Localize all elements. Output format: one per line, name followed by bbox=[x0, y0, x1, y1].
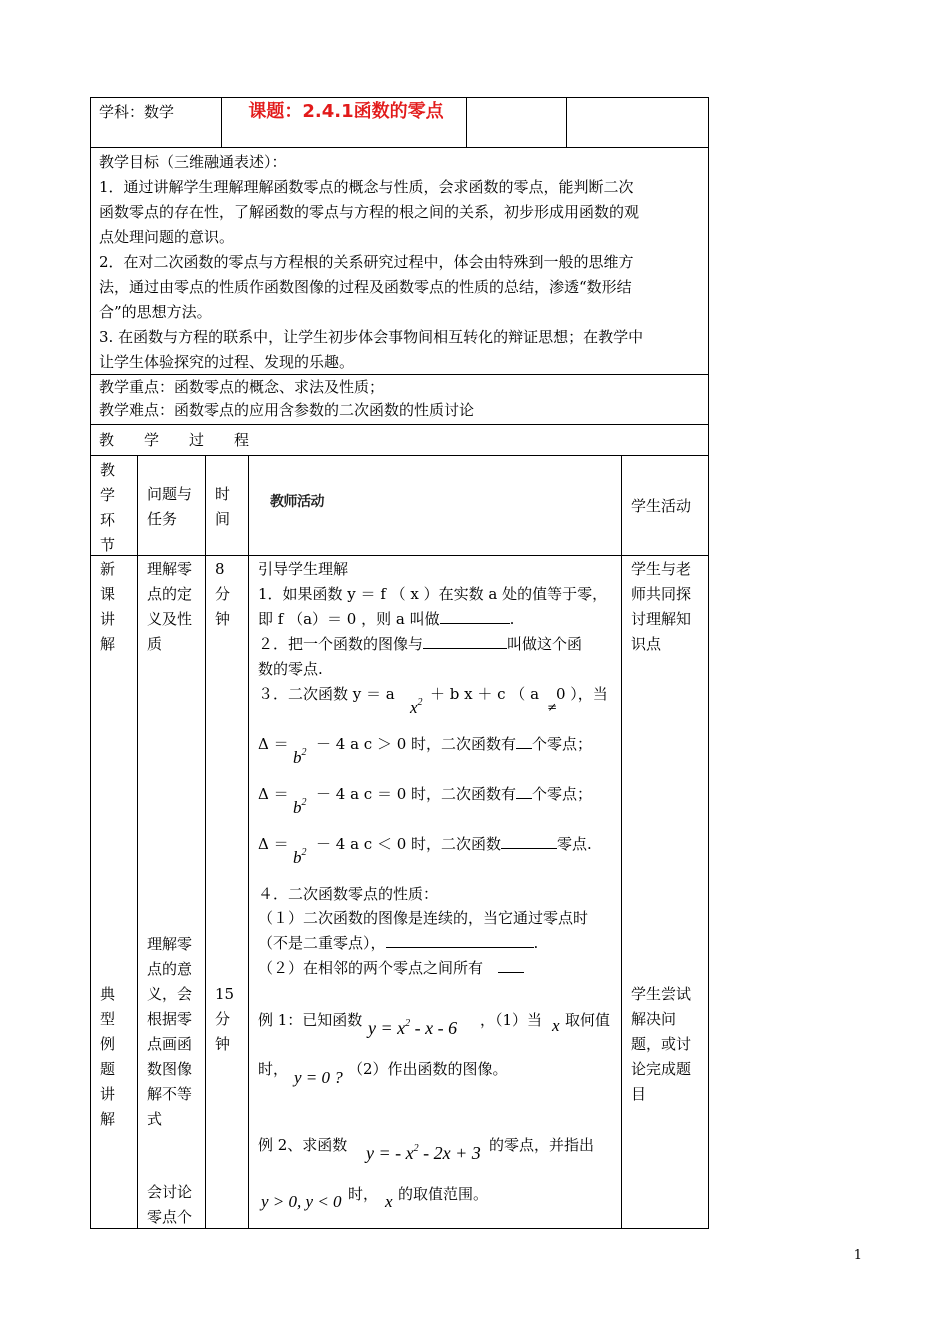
property-2-line: （２）在相邻的两个零点之间所有 bbox=[258, 956, 524, 981]
col-header-time: 时 间 bbox=[215, 485, 231, 528]
process-heading: 教 学 过 程 bbox=[99, 431, 250, 449]
row2-task: 理解零 点的意 义，会 根据零 点画函 数图像 解不等 式 bbox=[147, 935, 193, 1128]
row1-student: 学生与老 师共同探 讨理解知 识点 bbox=[631, 560, 692, 653]
question-3-mid: ＋ b x ＋ c （ a bbox=[430, 685, 540, 703]
question-2-line-a: ２．把一个函数的图像与 叫做这个函 bbox=[258, 632, 582, 657]
variable-x: x bbox=[552, 1016, 560, 1035]
row2-time: 15 分 钟 bbox=[215, 985, 235, 1053]
teacher-intro: 引导学生理解 bbox=[258, 560, 349, 578]
row2-stage: 典 型 例 题 讲 解 bbox=[100, 985, 116, 1128]
objectives-line: 函数零点的存在性，了解函数的零点与方程的根之间的关系，初步形成用函数的观 bbox=[99, 203, 640, 221]
lesson-title: 课题：2.4.1函数的零点 bbox=[248, 101, 444, 122]
answer-blank[interactable] bbox=[501, 832, 557, 849]
question-1-line-b: 即 f （a）＝ 0 ，则 a 叫做 . bbox=[258, 607, 514, 632]
property-heading: ４．二次函数零点的性质： bbox=[258, 885, 439, 903]
discriminant-negative-rest: － 4 a c ＜ 0 时，二次函数 零点. bbox=[316, 832, 592, 857]
discriminant-zero: Δ ＝ bbox=[258, 785, 289, 803]
discriminant-positive-rest: － 4 a c ＞ 0 时，二次函数有 个零点； bbox=[316, 732, 592, 757]
example-2-mid: 时， bbox=[348, 1185, 379, 1203]
question-3-post: 0 ），当 bbox=[556, 685, 608, 703]
objectives-line: 3. 在函数与方程的联系中，让学生初步体会事物间相互转化的辩证思想；在教学中 bbox=[99, 328, 644, 346]
objectives-line: 让学生体验探究的过程、发现的乐趣。 bbox=[99, 353, 355, 371]
page-number: 1 bbox=[853, 1248, 862, 1263]
example-2-condition: y > 0, y < 0 bbox=[261, 1192, 342, 1211]
objectives-section bbox=[99, 150, 704, 375]
b-squared: $b^2$ bbox=[293, 797, 307, 817]
teaching-focus: 教学重点：函数零点的概念、求法及性质； bbox=[99, 378, 385, 396]
answer-blank[interactable] bbox=[423, 632, 507, 649]
b-squared: $b^2$ bbox=[293, 747, 307, 767]
answer-blank[interactable] bbox=[386, 931, 534, 948]
row1-time: 8 分 钟 bbox=[215, 560, 231, 628]
row2-task-continued: 会讨论 零点个 bbox=[147, 1183, 193, 1226]
example-1-mid: ，（1）当 bbox=[480, 1011, 543, 1029]
col-header-student: 学生活动 bbox=[631, 497, 692, 515]
objectives-line: 法，通过由零点的性质作函数图像的过程及函数零点的性质的总结，渗透“数形结 bbox=[99, 278, 632, 296]
answer-blank[interactable] bbox=[440, 607, 510, 624]
example-1-line-a: 例 1：已知函数 bbox=[258, 1011, 363, 1029]
row2-student: 学生尝试 解决问 题，或讨 论完成题 目 bbox=[631, 985, 692, 1103]
objectives-line: 点处理问题的意识。 bbox=[99, 228, 235, 246]
example-2-range: 的取值范围。 bbox=[398, 1185, 489, 1203]
example-1-formula: $y = x^2 - x - 6$ bbox=[368, 1018, 458, 1038]
example-2-post: 的零点，并指出 bbox=[489, 1136, 595, 1154]
discriminant-positive: Δ ＝ bbox=[258, 735, 289, 753]
row1-task: 理解零 点的定 义及性 质 bbox=[147, 560, 193, 653]
row1-stage: 新 课 讲 解 bbox=[100, 560, 116, 653]
answer-blank[interactable] bbox=[498, 956, 524, 973]
col-header-task: 问题与 任务 bbox=[147, 485, 193, 528]
b-squared: $b^2$ bbox=[293, 847, 307, 867]
question-3-line: ３．二次函数 y ＝ a bbox=[258, 685, 395, 703]
example-1-task-2: （2）作出函数的图像。 bbox=[348, 1060, 508, 1078]
variable-x: x bbox=[385, 1192, 393, 1211]
example-1-line-b: 时， bbox=[258, 1060, 289, 1078]
question-2-line-b: 数的零点. bbox=[258, 660, 323, 678]
x-squared: $x^2$ bbox=[410, 697, 423, 717]
example-1-post: 取何值 bbox=[565, 1011, 611, 1029]
answer-blank[interactable] bbox=[516, 782, 532, 799]
discriminant-zero-rest: － 4 a c ＝ 0 时，二次函数有 个零点； bbox=[316, 782, 592, 807]
not-equal-sign: ≠ bbox=[547, 700, 558, 714]
objectives-line: 合”的思想方法。 bbox=[99, 303, 212, 321]
example-2-formula: y = - $x^2 - 2x + 3$ bbox=[366, 1143, 481, 1163]
col-header-teacher: 教师活动 bbox=[270, 494, 324, 510]
subject-label: 学科：数学 bbox=[99, 103, 175, 121]
col-header-stage: 教 学 环 节 bbox=[100, 461, 116, 554]
example-2-line-a: 例 2、求函数 bbox=[258, 1136, 348, 1154]
answer-blank[interactable] bbox=[516, 732, 532, 749]
property-1-line-b: （不是二重零点）， . bbox=[258, 931, 538, 956]
example-1-condition: y = 0 ? bbox=[294, 1068, 343, 1087]
question-1-line-a: 1．如果函数 y ＝ f （ x ）在实数 a 处的值等于零， bbox=[258, 585, 608, 603]
teaching-difficulty: 教学难点：函数零点的应用含参数的二次函数的性质讨论 bbox=[99, 401, 475, 419]
objectives-heading: 教学目标（三维融通表述）： bbox=[99, 153, 287, 171]
discriminant-negative: Δ ＝ bbox=[258, 835, 289, 853]
property-1-line-a: （１）二次函数的图像是连续的，当它通过零点时 bbox=[258, 909, 589, 927]
objectives-line: 2．在对二次函数的零点与方程根的关系研究过程中，体会由特殊到一般的思维方 bbox=[99, 253, 634, 271]
objectives-line: 1．通过讲解学生理解理解函数零点的概念与性质，会求函数的零点，能判断二次 bbox=[99, 178, 634, 196]
